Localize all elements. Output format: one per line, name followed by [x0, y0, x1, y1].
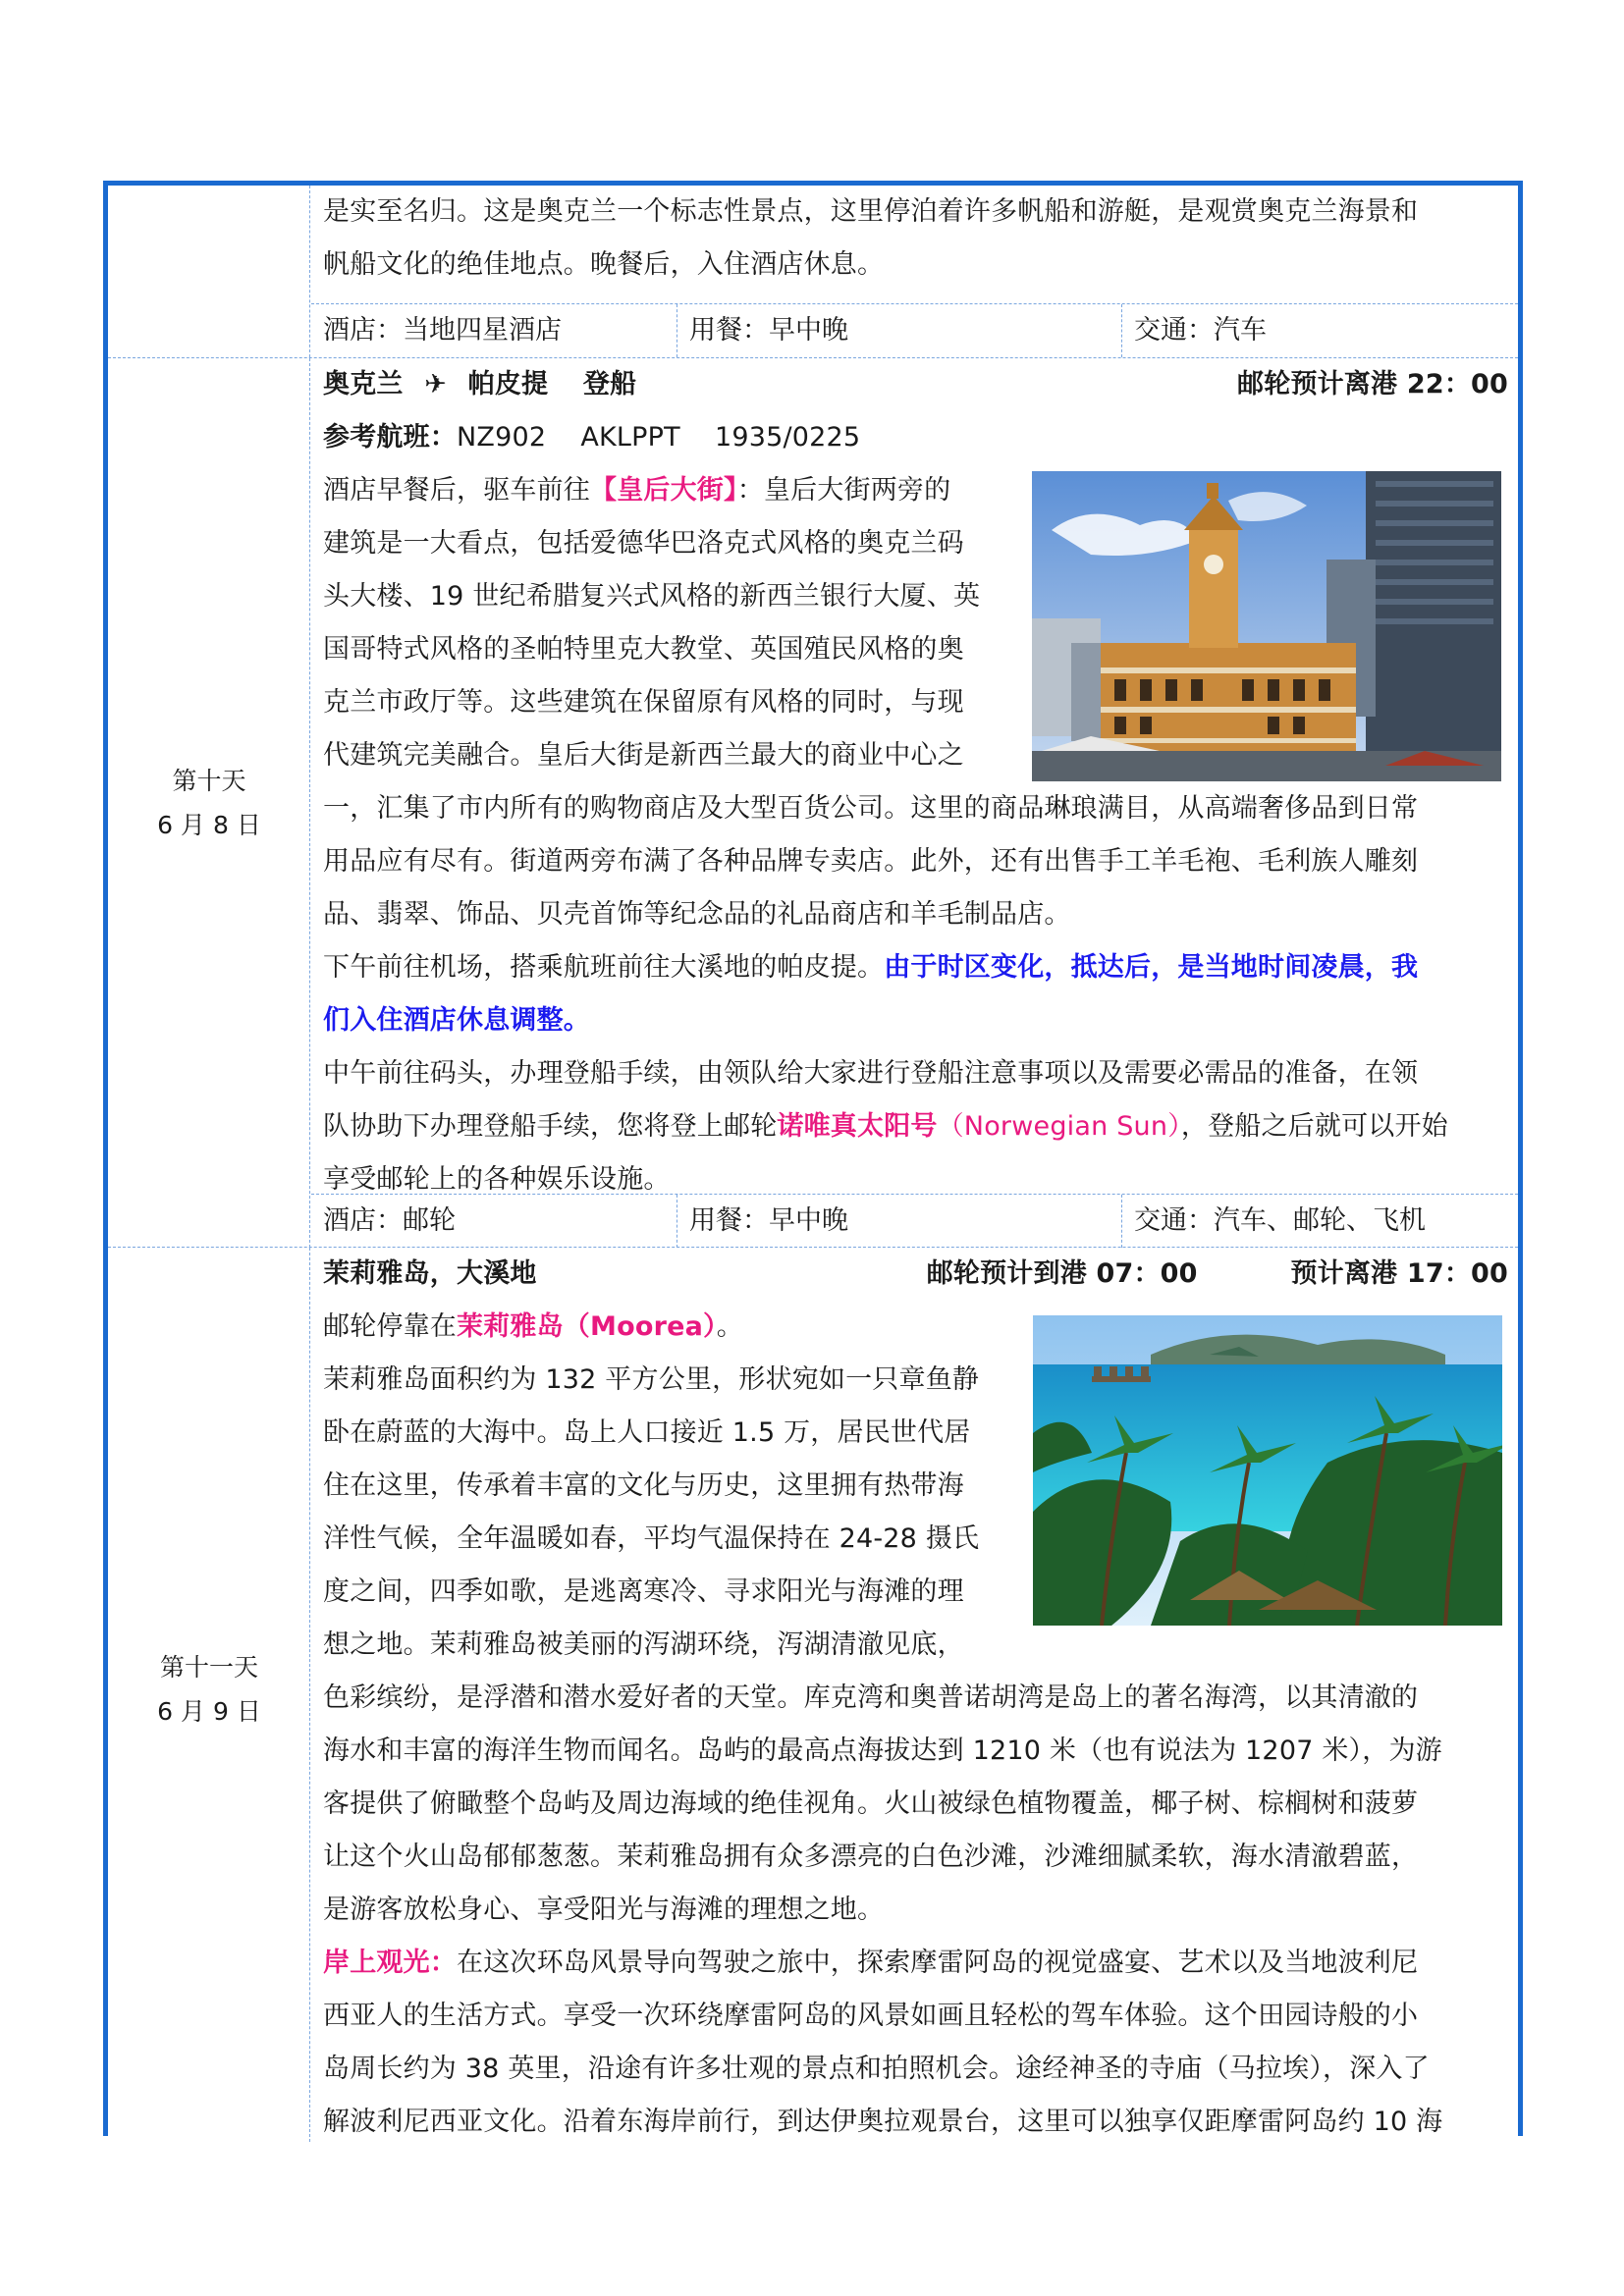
- text-line: 享受邮轮上的各种娱乐设施。: [323, 1164, 671, 1195]
- timezone-note-cont: 们入住酒店休息调整。: [323, 1005, 590, 1036]
- text-line: 让这个火山岛郁郁葱葱。茉莉雅岛拥有众多漂亮的白色沙滩，沙滩细腻柔软，海水清澈碧蓝，: [323, 1842, 1419, 1872]
- day-column-empty: [108, 186, 310, 357]
- text-line: 海水和丰富的海洋生物而闻名。岛屿的最高点海拔达到 1210 米（也有说法为 1207 米），为游: [323, 1735, 1442, 1766]
- day-column: [108, 358, 310, 1248]
- hotel-info: 酒店：邮轮: [311, 1195, 677, 1248]
- meal-info: 用餐：早中晚: [677, 304, 1122, 357]
- text-span: 邮轮停靠在: [323, 1311, 457, 1342]
- text-line: 岛周长约为 38 英里，沿途有许多壮观的景点和拍照机会。途经神圣的寺庙（马拉埃），深入了: [323, 2054, 1430, 2084]
- text-line: 洋性气候，全年温暖如春，平均气温保持在 24-28 摄氏: [323, 1523, 980, 1554]
- text-line: 色彩缤纷，是浮潜和潜水爱好者的天堂。库克湾和奥普诺胡湾是岛上的著名海湾，以其清澈的: [323, 1682, 1419, 1713]
- text-line: 品、翡翠、饰品、贝壳首饰等纪念品的礼品商店和羊毛制品店。: [323, 899, 1071, 930]
- text-line: 度之间，四季如歌，是逃离寒冷、寻求阳光与海滩的理: [323, 1576, 964, 1607]
- route-line: [311, 358, 1518, 411]
- text-line: [311, 464, 1008, 517]
- text-line: [311, 1301, 1010, 1354]
- city-papeete: 帕皮提: [467, 369, 549, 400]
- text-line: [311, 1100, 1518, 1153]
- text-span: 在这次环岛风景导向驾驶之旅中，探索摩雷阿岛的视觉盛宴、艺术以及当地波利尼: [457, 1948, 1419, 1978]
- text-span: ：皇后大街两旁的: [736, 475, 951, 506]
- text-line: 建筑是一大看点，包括爱德华巴洛克式风格的奥克兰码: [323, 528, 964, 559]
- text-line: 茉莉雅岛面积约为 132 平方公里，形状宛如一只章鱼静: [323, 1364, 980, 1395]
- flight-number: NZ902 AKLPPT 1935/0225: [457, 422, 861, 453]
- text-line: [311, 1937, 1518, 1990]
- text-line: 解波利尼西亚文化。沿着东海岸前行，到达伊奥拉观景台，这里可以独享仅距摩雷阿岛约 10 海: [323, 2107, 1443, 2137]
- city-auckland: 奥克兰: [323, 369, 404, 400]
- day-row-10: [108, 357, 1518, 1248]
- text-span: 酒店早餐后，驱车前往: [323, 475, 590, 506]
- text-beside-photo: [311, 464, 1008, 782]
- flight-line: [311, 411, 1518, 464]
- flight-label: 参考航班：: [323, 422, 457, 453]
- continuation-row: [108, 186, 1518, 357]
- plane-icon: ✈: [424, 369, 448, 400]
- port-title: 茉莉雅岛，大溪地: [323, 1258, 537, 1289]
- info-bar: [311, 1194, 1518, 1248]
- text-line: 想之地。茉莉雅岛被美丽的泻湖环绕，泻湖清澈见底，: [323, 1629, 964, 1660]
- route-title: [323, 358, 636, 411]
- text-span: 下午前往机场，搭乘航班前往大溪地的帕皮提。: [323, 952, 885, 983]
- text-line: 中午前往码头，办理登船手续，由领队给大家进行登船注意事项以及需要必需品的准备，在领: [323, 1058, 1419, 1089]
- text-line: 用品应有尽有。街道两旁布满了各种品牌专卖店。此外，还有出售手工羊毛袍、毛利族人雕刻: [323, 846, 1419, 877]
- text-line: 卧在蔚蓝的大海中。岛上人口接近 1.5 万，居民世代居: [323, 1417, 971, 1448]
- text-span: 队协助下办理登船手续，您将登上邮轮: [323, 1111, 778, 1142]
- text-line: 克兰市政厅等。这些建筑在保留原有风格的同时，与现: [323, 687, 964, 718]
- timezone-note: 由于时区变化，抵达后，是当地时间凌晨，我: [884, 952, 1419, 983]
- transport-info: 交通：汽车: [1134, 315, 1267, 346]
- text-span: 。: [716, 1311, 743, 1342]
- day-label: 第十天: [172, 767, 246, 795]
- text-line: 国哥特式风格的圣帕特里克大教堂、英国殖民风格的奥: [323, 634, 964, 665]
- text-line: 是游客放松身心、享受阳光与海滩的理想之地。: [323, 1895, 885, 1925]
- shore-tour-label: 岸上观光：: [323, 1948, 457, 1978]
- transport-info: 交通：汽车、邮轮、飞机: [1134, 1205, 1426, 1236]
- ship-name: 诺唯真太阳号: [777, 1111, 938, 1142]
- highlight-moorea: 茉莉雅岛（Moorea）: [457, 1311, 717, 1342]
- departure-time: 预计离港 17：00: [1290, 1258, 1508, 1289]
- info-bar: [311, 303, 1518, 357]
- moorea-lagoon-photo: [1033, 1315, 1502, 1626]
- port-line: [311, 1248, 1518, 1301]
- day-date: 6 月 9 日: [157, 1697, 261, 1726]
- ship-name-en: （Norwegian Sun）: [937, 1111, 1181, 1142]
- text-line: 头大楼、19 世纪希腊复兴式风格的新西兰银行大厦、英: [323, 581, 981, 612]
- port-times: [927, 1248, 1508, 1301]
- ferry-building-photo: [1032, 471, 1501, 781]
- text-line: 住在这里，传承着丰富的文化与历史，这里拥有热带海: [323, 1470, 964, 1501]
- meal-info: 用餐：早中晚: [677, 1195, 1122, 1248]
- day-label: 第十一天: [159, 1653, 258, 1682]
- text-line: 是实至名归。这是奥克兰一个标志性景点，这里停泊着许多帆船和游艇，是观赏奥克兰海景和: [323, 196, 1419, 227]
- departure-time: 邮轮预计离港 22：00: [1237, 369, 1508, 400]
- text-line: 西亚人的生活方式。享受一次环绕摩雷阿岛的风景如画且轻松的驾车体验。这个田园诗般的小: [323, 2001, 1419, 2031]
- highlight-queen-street: 【皇后大街】: [590, 475, 737, 506]
- itinerary-table: [103, 181, 1523, 2136]
- text-line: 帆船文化的绝佳地点。晚餐后，入住酒店休息。: [323, 249, 885, 280]
- boarding-label: 登船: [582, 369, 637, 400]
- day-date: 6 月 8 日: [157, 811, 261, 839]
- day-column: [108, 1248, 310, 2142]
- text-line: 一，汇集了市内所有的购物商店及大型百货公司。这里的商品琳琅满目，从高端奢侈品到日常: [323, 793, 1419, 824]
- text-beside-photo: [311, 1301, 1010, 1672]
- text-line: [311, 941, 1518, 994]
- text-span: ，登船之后就可以开始: [1180, 1111, 1448, 1142]
- text-line: 客提供了俯瞰整个岛屿及周边海域的绝佳视角。火山被绿色植物覆盖，椰子树、棕榈树和菠萝: [323, 1789, 1419, 1819]
- arrival-time: 邮轮预计到港 07：00: [926, 1258, 1198, 1289]
- day-row-11: [108, 1247, 1518, 2142]
- hotel-info: 酒店：当地四星酒店: [311, 304, 677, 357]
- text-line: 代建筑完美融合。皇后大街是新西兰最大的商业中心之: [323, 740, 964, 771]
